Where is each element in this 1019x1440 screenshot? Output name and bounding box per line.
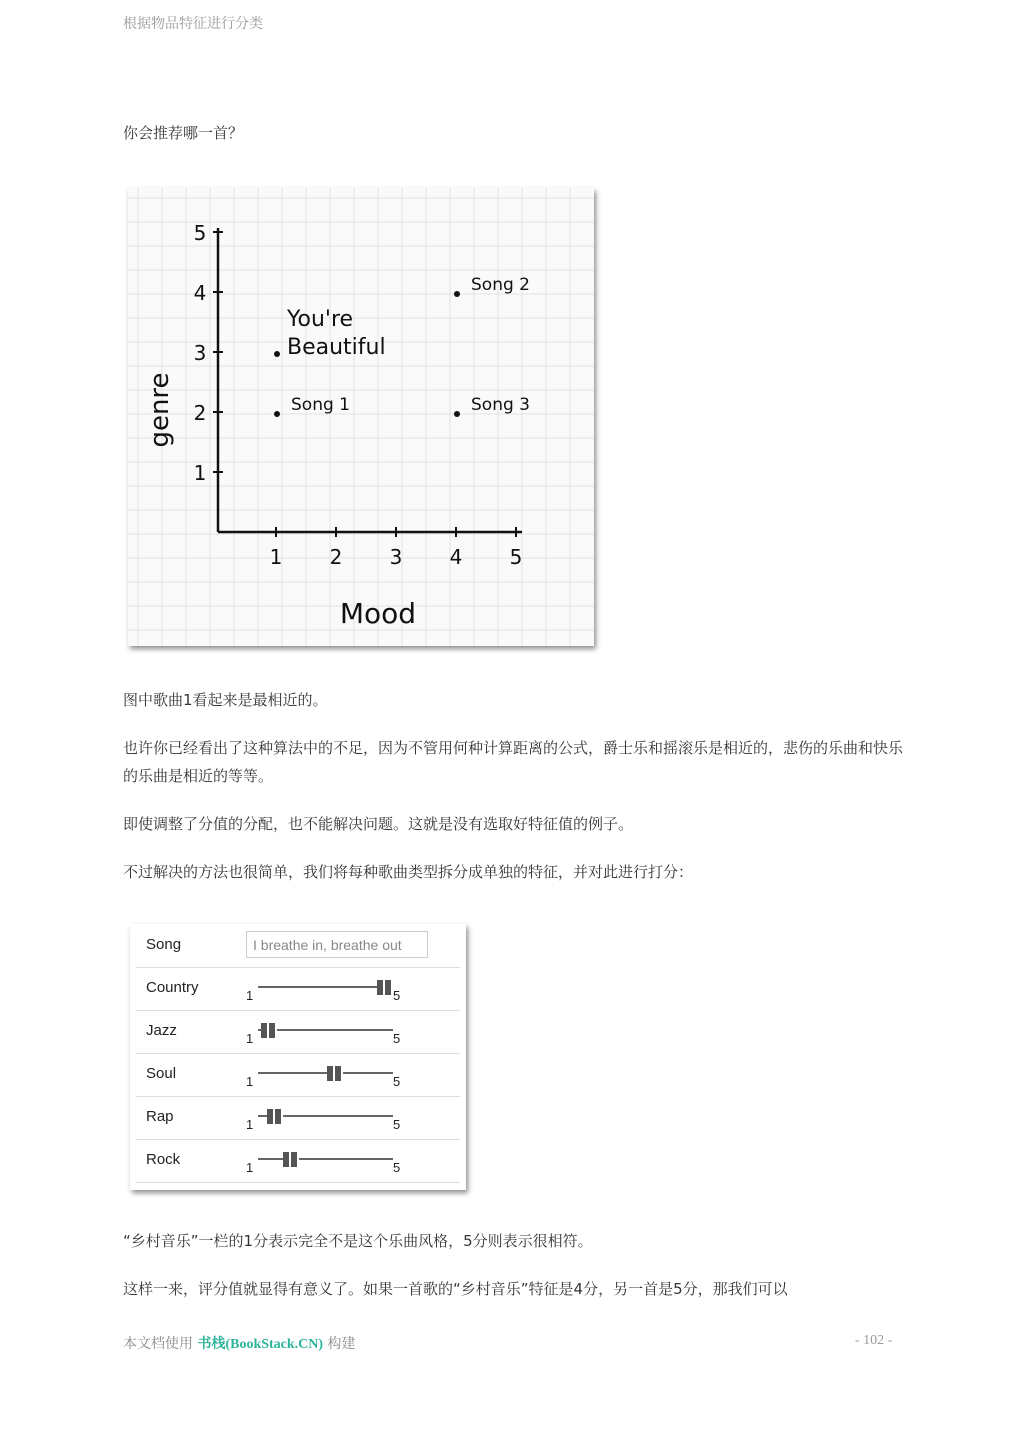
song-row xyxy=(136,924,460,968)
y-axis-label: genre xyxy=(145,372,175,448)
min-label: 1 xyxy=(246,1117,254,1132)
slider-row-soul xyxy=(136,1053,460,1097)
slider-track[interactable] xyxy=(258,986,393,988)
slider-thumb[interactable] xyxy=(267,1109,283,1124)
slider-thumb[interactable] xyxy=(377,980,393,995)
max-label: 5 xyxy=(393,1074,401,1089)
data-point xyxy=(454,411,460,417)
footer xyxy=(123,1333,356,1353)
chart-svg xyxy=(128,188,594,646)
genre-label: Jazz xyxy=(146,1022,177,1039)
slider-row-rock xyxy=(136,1139,460,1183)
paragraph: 即使调整了分值的分配，也不能解决问题。这就是没有选取好特征值的例子。 xyxy=(123,815,634,833)
page-number: - 102 - xyxy=(855,1333,893,1348)
y-tick-label: 2 xyxy=(193,401,207,425)
slider-track[interactable] xyxy=(258,1158,393,1160)
page-header: 根据物品特征进行分类 xyxy=(123,16,263,32)
y-tick-label: 5 xyxy=(193,221,207,245)
genre-label: Soul xyxy=(146,1065,177,1082)
footer-prefix: 本文档使用 xyxy=(123,1336,193,1352)
point-label: You're xyxy=(287,307,354,332)
min-label: 1 xyxy=(246,1031,254,1046)
x-tick-label: 2 xyxy=(329,545,343,569)
max-label: 5 xyxy=(393,988,401,1003)
footer-suffix: 构建 xyxy=(327,1336,356,1352)
point-label: Song 1 xyxy=(291,395,350,415)
max-label: 5 xyxy=(393,1031,401,1046)
genre-label: Rock xyxy=(146,1151,181,1168)
song-label: Song xyxy=(146,936,182,953)
paragraph: 不过解决的方法也很简单，我们将每种歌曲类型拆分成单独的特征，并对此进行打分： xyxy=(123,863,694,881)
song-input[interactable]: I breathe in, breathe out xyxy=(246,931,428,958)
x-tick-label: 4 xyxy=(449,545,463,569)
min-label: 1 xyxy=(246,1160,254,1175)
data-point xyxy=(274,351,280,357)
paragraph: “乡村音乐”一栏的1分表示完全不是这个乐曲风格，5分则表示很相符。 xyxy=(123,1232,593,1250)
y-tick-label: 3 xyxy=(193,341,207,365)
slider-track[interactable] xyxy=(258,1072,393,1074)
paragraph: 这样一来，评分值就显得有意义了。如果一首歌的“乡村音乐”特征是4分，另一首是5分，那我们可以 xyxy=(123,1280,788,1298)
slider-thumb[interactable] xyxy=(261,1023,277,1038)
paragraph: 也许你已经看出了这种算法中的不足，因为不管用何种计算距离的公式，爵士乐和摇滚乐是相近的，悲伤的乐曲和快乐的乐曲是相近的等等。 xyxy=(123,739,904,785)
slider-row-country xyxy=(136,967,460,1011)
point-label: Beautiful xyxy=(287,335,386,360)
max-label: 5 xyxy=(393,1117,401,1132)
x-axis-label: Mood xyxy=(339,597,417,630)
min-label: 1 xyxy=(246,988,254,1003)
slider-thumb[interactable] xyxy=(327,1066,343,1081)
min-label: 1 xyxy=(246,1074,254,1089)
point-label: Song 3 xyxy=(471,395,530,415)
x-tick-label: 3 xyxy=(389,545,403,569)
paragraph: 图中歌曲1看起来是最相近的。 xyxy=(123,691,328,709)
y-tick-label: 4 xyxy=(193,281,207,305)
genre-label: Rap xyxy=(146,1108,174,1125)
paragraph: 你会推荐哪一首？ xyxy=(123,124,244,142)
data-point xyxy=(454,291,460,297)
max-label: 5 xyxy=(393,1160,401,1175)
slider-track[interactable] xyxy=(258,1029,393,1031)
x-tick-label: 5 xyxy=(509,545,523,569)
mood-genre-chart xyxy=(128,188,594,646)
data-point xyxy=(274,411,280,417)
y-tick-label: 1 xyxy=(193,461,207,485)
genre-rating-form xyxy=(130,924,466,1190)
bookstack-link[interactable]: 书栈(BookStack.CN) xyxy=(197,1337,324,1352)
point-label: Song 2 xyxy=(471,275,530,295)
genre-label: Country xyxy=(146,979,199,996)
slider-thumb[interactable] xyxy=(283,1152,299,1167)
slider-row-rap xyxy=(136,1096,460,1140)
x-tick-label: 1 xyxy=(269,545,283,569)
slider-row-jazz xyxy=(136,1010,460,1054)
